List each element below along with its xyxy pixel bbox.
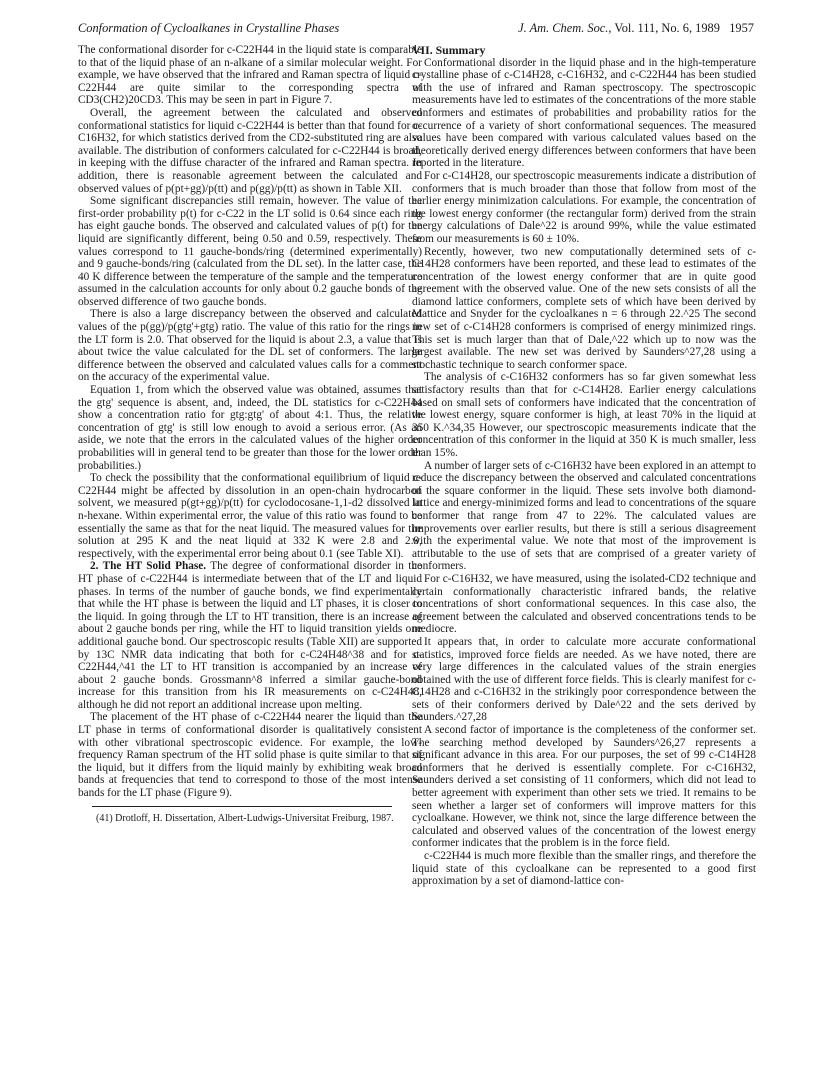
page-number: 1957 bbox=[729, 21, 754, 35]
journal-name: J. Am. Chem. Soc. bbox=[518, 21, 609, 35]
right-column bbox=[412, 44, 756, 888]
paragraph-ht-solid-phase bbox=[78, 560, 422, 711]
subsection-heading: 2. The HT Solid Phase. bbox=[90, 560, 207, 573]
paragraph: There is also a large discrepancy between the observed and calculated values of the p(gg)/p(gtg'+gtg) ratio. The value of this ratio for the rings in the LT form is 2.0. That observed for the liquid is about 2.3, a value that is about twice the value calculated for the DL set of conformers. The large difference between the observed and calculated values calls for a comment on the accuracy of the experimental value. bbox=[78, 308, 422, 384]
paragraph: Conformational disorder in the liquid phase and in the high-temperature crystalline phase of c-C14H28, c-C16H32, and c-C22H44 has been studied with the use of infrared and Raman spectroscopy. The spectroscopic measurements have led to estimates of the concentrations of the more stable conformers and estimates of probabilities and probability ratios for the occurrence of a variety of short conformational sequences. The measured values have been compared with various calculated values based on the theoretically derived energy differences between conformers that have been reported in the literature. bbox=[412, 56, 756, 170]
paragraph: Overall, the agreement between the calculated and observed conformational statistics for liquid c-C22H44 is better than that found for c-C16H32, for which statistics derived from the CD2-substituted ring are also available. The distribution of conformers calculated for c-C22H44 is broad, in keeping with the diffuse character of the infrared and Raman spectra. In addition, there is reasonable agreement between the calculated and observed values of p(pt+gg)/p(tt) and p(gg)/p(tt) as shown in Table XII. bbox=[78, 106, 422, 195]
paragraph-text: The degree of conformational disorder in the HT phase of c-C22H44 is intermediate between that of the LT and liquid phases. In terms of the number of gauche bonds, we find experimentally that while the HT phase is between the liquid and LT phases, it is closer to the liquid. In going through the LT to HT transition, there is an increase of about 2 gauche bonds per ring, while the HT to liquid transition yields one additional gauche bond. Our spectroscopic results (Table XII) are supported by 13C NMR data indicating that both for c-C24H48^38 and for c-C22H44,^41 the LT to HT transition is accompanied by an increase of about 2 gauche bonds. Grossmann^8 inferred a similar gauche-bond increase for this transition from his IR measurements on c-C24H48, although he did not report an additional increase upon melting. bbox=[78, 560, 422, 711]
journal-citation bbox=[518, 21, 754, 36]
paragraph: For c-C16H32, we have measured, using the isolated-CD2 technique and certain conformationally characteristic infrared bands, the relative concentrations of short conformational sequences. In this case also, the agreement between the calculated and observed concentrations tends to be mediocre. bbox=[412, 572, 756, 636]
section-heading: VII. Summary bbox=[412, 43, 486, 57]
paragraph: It appears that, in order to calculate more accurate conformational statistics, improved force fields are needed. As we have noted, there are very large differences in the calculated values of the strain energies obtained with the use of different force fields. This is clearly manifest for c-C14H28 and c-C16H32 in the strikingly poor correspondence between the sets of their conformers derived by Dale^22 and the sets derived by Saunders.^27,28 bbox=[412, 635, 756, 724]
paragraph: c-C22H44 is much more flexible than the smaller rings, and therefore the liquid state of this cycloalkane can be represented to a good first approximation by a set of diamond-lattice con- bbox=[412, 850, 756, 888]
paragraph: A number of larger sets of c-C16H32 have been explored in an attempt to reduce the discrepancy between the observed and calculated concentrations of the square conformer in the liquid. These sets involve both diamond-lattice and energy-minimized forms and lead to concentrations of the square conformer that range from 47 to 22%. The calculated values are improvements over earlier results, but there is still a serious disagreement with the experimental value. We note that most of the improvement is attributable to the use of sets that are comprised of a greater variety of conformers. bbox=[412, 459, 757, 573]
paragraph: For c-C14H28, our spectroscopic measurements indicate a distribution of conformers that is much broader than those that follow from most of the earlier energy minimization calculations. For example, the concentration of the lowest energy conformer (the rectangular form) derived from the strain energy calculations of Dale^22 is around 99%, while the value estimated from our measurements is 60 ± 10%. bbox=[412, 169, 756, 245]
paragraph: The placement of the HT phase of c-C22H44 nearer the liquid than the LT phase in terms of conformational disorder is qualitatively consistent with other vibrational spectroscopic evidence. For example, the low-frequency Raman spectrum of the HT solid phase is quite similar to that of the liquid, but it differs from the liquid mainly by exhibiting weak broad bands at frequencies that tend to correspond to those of the most intense bands for the LT phase (Figure 9). bbox=[78, 711, 422, 800]
paragraph: Some significant discrepancies still remain, however. The value of the first-order probability p(t) for c-C22 in the LT solid is 0.64 since each ring has eight gauche bonds. The observed and calculated values of p(t) for the liquid are significantly different, being 0.50 and 0.59, respectively. These values correspond to 11 gauche-bonds/ring (determined experimentally) and 9 gauche-bonds/ring (calculated from the DL set). In the latter case, the 40 K difference between the temperature of the sample and the temperature assumed in the calculation accounts for only about 0.2 gauche bonds of the observed difference of two gauche bonds. bbox=[78, 195, 422, 308]
footnote-divider bbox=[92, 806, 392, 807]
paragraph: Equation 1, from which the observed value was obtained, assumes that the gtg' sequence is absent, and, indeed, the DL statistics for c-C22H44 show a concentration ratio for gtg:gtg' of about 4:1. Thus, the relative concentration of gtg' is still low enough to avoid a serious error. (As an aside, we note that the errors in the calculated values of the higher order probabilities will in general tend to be greater than those for the lower order probabilities.) bbox=[78, 384, 422, 472]
paragraph: To check the possibility that the conformational equilibrium of liquid c-C22H44 might be affected by dissolution in an open-chain hydrocarbon solvent, we measured p(gt+gg)/p(tt) for cyclodocosane-1,1-d2 dissolved in n-hexane. Within experimental error, the value of this ratio was found to be essentially the same as that for the neat liquid. The measured values for the solution at 295 K and the neat liquid at 332 K were 2.8 and 2.9, respectively, with the experimental error being about 0.1 (see Table XI). bbox=[78, 472, 422, 560]
left-column bbox=[78, 44, 422, 825]
paragraph: Recently, however, two new computationally determined sets of c-C14H28 conformers have been reported, and these lead to estimates of the concentration of the lowest energy conformer that are in quite good agreement with the observed value. One of the new sets consists of all the diamond lattice conformers, complete sets of which have been derived by Mattice and Snyder for the cycloalkanes n = 6 through 22.^25 The second new set of c-C14H28 conformers is comprised of energy minimized rings. This set is much larger than that of Dale,^22 which up to now was the largest available. The new set was derived by Saunders^27,28 using a stochastic technique to search conformer space. bbox=[412, 245, 756, 371]
paragraph: The analysis of c-C16H32 conformers has so far given somewhat less satisfactory results than that for c-C14H28. Earlier energy calculations based on small sets of conformers have indicated that the concentration of the lowest energy, square conformer is high, at least 70% in the liquid at 350 K.^34,35 However, our spectroscopic measurements indicate that the concentration of this conformer in the liquid at 350 K is much smaller, less than 15%. bbox=[412, 371, 756, 459]
footnote: (41) Drotloff, H. Dissertation, Albert-Ludwigs-Universitat Freiburg, 1987. bbox=[96, 812, 394, 824]
volume-issue-year: , Vol. 111, No. 6, 1989 bbox=[608, 21, 720, 35]
paragraph: A second factor of importance is the completeness of the conformer set. The searching method developed by Saunders^26,27 represents a significant advance in this area. For our purposes, the set of 99 c-C14H28 conformers that he derived is essentially complete. For c-C16H32, Saunders derived a set consisting of 11 conformers, which did not lead to better agreement with experiment than other sets we tried. It remains to be seen whether a larger set of conformers will improve matters for this cycloalkane. However, we think not, since the large difference between the calculated and observed values of the concentration of the lowest energy conformer indicates that the problem is in the force field. bbox=[412, 724, 756, 850]
paragraph: The conformational disorder for c-C22H44 in the liquid state is comparable to that of the liquid phase of an n-alkane of a similar molecular weight. For example, we have observed that the infrared and Raman spectra of liquid c-C22H44 are quite similar to the corresponding spectra of CD3(CH2)20CD3. This may be seen in part in Figure 7. bbox=[78, 44, 422, 107]
running-title: Conformation of Cycloalkanes in Crystalline Phases bbox=[78, 21, 340, 35]
